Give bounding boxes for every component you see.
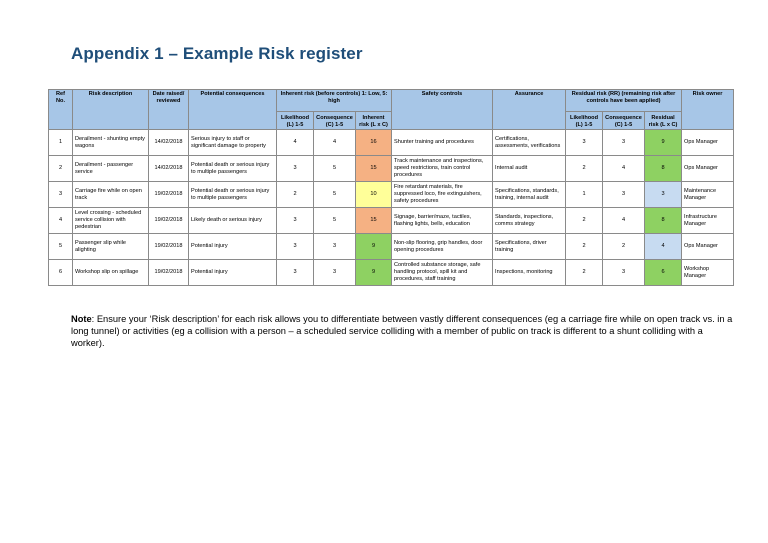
cell-risk-owner: Ops Manager <box>682 130 734 156</box>
cell-likelihood: 3 <box>277 260 314 286</box>
cell-residual-consequence: 4 <box>603 208 645 234</box>
cell-residual-likelihood: 2 <box>566 156 603 182</box>
cell-risk-description: Passenger slip while alighting <box>73 234 149 260</box>
cell-likelihood: 4 <box>277 130 314 156</box>
cell-likelihood: 3 <box>277 234 314 260</box>
cell-likelihood: 3 <box>277 156 314 182</box>
header-residual-risk: Residual risk (L x C) <box>645 112 682 130</box>
cell-safety-controls: Controlled substance storage, safe handling protocol, spill kit and procedures, staff training <box>392 260 493 286</box>
cell-risk-owner: Ops Manager <box>682 156 734 182</box>
header-ref-no: Ref No. <box>49 90 73 130</box>
cell-assurance: Specifications, standards, training, internal audit <box>493 182 566 208</box>
cell-risk-owner: Infrastructure Manager <box>682 208 734 234</box>
cell-consequences: Potential injury <box>189 260 277 286</box>
cell-risk-description: Derailment - shunting empty wagons <box>73 130 149 156</box>
cell-risk-owner: Maintenance Manager <box>682 182 734 208</box>
header-consequence: Consequence (C) 1-5 <box>314 112 356 130</box>
cell-ref: 1 <box>49 130 73 156</box>
header-inherent-risk: Inherent risk (L x C) <box>356 112 392 130</box>
cell-residual-risk: 3 <box>645 182 682 208</box>
header-potential-consequences: Potential consequences <box>189 90 277 130</box>
cell-risk-description: Level crossing - scheduled service collision with pedestrian <box>73 208 149 234</box>
cell-residual-risk: 8 <box>645 208 682 234</box>
header-date-raised: Date raised/ reviewed <box>149 90 189 130</box>
cell-consequence: 4 <box>314 130 356 156</box>
cell-assurance: Inspections, monitoring <box>493 260 566 286</box>
cell-date: 14/02/2018 <box>149 156 189 182</box>
cell-residual-consequence: 3 <box>603 130 645 156</box>
cell-assurance: Certifications, assessments, verifications <box>493 130 566 156</box>
cell-date: 19/02/2018 <box>149 260 189 286</box>
cell-assurance: Internal audit <box>493 156 566 182</box>
table-row <box>49 208 734 234</box>
cell-consequences: Serious injury to staff or significant damage to property <box>189 130 277 156</box>
cell-inherent-risk: 9 <box>356 234 392 260</box>
note-label: Note <box>71 314 92 324</box>
cell-date: 19/02/2018 <box>149 208 189 234</box>
table-row <box>49 182 734 208</box>
cell-residual-likelihood: 1 <box>566 182 603 208</box>
cell-ref: 4 <box>49 208 73 234</box>
header-risk-description: Risk description <box>73 90 149 130</box>
cell-safety-controls: Fire retardant materials, fire suppressed loco, fire extinguishers, safety procedures <box>392 182 493 208</box>
cell-residual-consequence: 3 <box>603 182 645 208</box>
cell-inherent-risk: 15 <box>356 156 392 182</box>
cell-date: 19/02/2018 <box>149 234 189 260</box>
cell-date: 19/02/2018 <box>149 182 189 208</box>
header-residual-risk-group: Residual risk (RR) (remaining risk after controls have been applied) <box>566 90 682 112</box>
cell-consequence: 3 <box>314 234 356 260</box>
header-safety-controls: Safety controls <box>392 90 493 130</box>
cell-consequence: 3 <box>314 260 356 286</box>
header-risk-owner: Risk owner <box>682 90 734 130</box>
cell-inherent-risk: 15 <box>356 208 392 234</box>
cell-residual-consequence: 4 <box>603 156 645 182</box>
note-text: : Ensure your ‘Risk description’ for each risk allows you to differentiate between vastly different consequences (eg a carriage fire while on open track vs. in a long tunnel) or activities (eg a collision with a person – a scheduled service colliding with a member of public on track is different to a shunt colliding with a worker). <box>71 314 733 349</box>
cell-risk-owner: Ops Manager <box>682 234 734 260</box>
cell-date: 14/02/2018 <box>149 130 189 156</box>
cell-residual-risk: 6 <box>645 260 682 286</box>
cell-safety-controls: Track maintenance and inspections, speed restrictions, train control procedures <box>392 156 493 182</box>
cell-residual-likelihood: 2 <box>566 260 603 286</box>
header-inherent-risk-group: Inherent risk (before controls) 1: Low, 5: high <box>277 90 392 112</box>
cell-residual-risk: 9 <box>645 130 682 156</box>
cell-likelihood: 2 <box>277 182 314 208</box>
cell-residual-likelihood: 2 <box>566 234 603 260</box>
cell-residual-consequence: 2 <box>603 234 645 260</box>
cell-assurance: Standards, inspections, comms strategy <box>493 208 566 234</box>
table-row <box>49 260 734 286</box>
cell-safety-controls: Non-slip flooring, grip handles, door opening procedures <box>392 234 493 260</box>
cell-consequences: Potential death or serious injury to multiple passengers <box>189 156 277 182</box>
cell-consequence: 5 <box>314 208 356 234</box>
cell-consequences: Potential death or serious injury to multiple passengers <box>189 182 277 208</box>
cell-ref: 5 <box>49 234 73 260</box>
cell-inherent-risk: 9 <box>356 260 392 286</box>
cell-ref: 2 <box>49 156 73 182</box>
cell-safety-controls: Shunter training and procedures <box>392 130 493 156</box>
cell-inherent-risk: 10 <box>356 182 392 208</box>
cell-risk-description: Derailment - passenger service <box>73 156 149 182</box>
cell-ref: 6 <box>49 260 73 286</box>
cell-residual-risk: 8 <box>645 156 682 182</box>
cell-risk-owner: Workshop Manager <box>682 260 734 286</box>
table-row <box>49 234 734 260</box>
note-paragraph <box>71 313 733 350</box>
header-residual-consequence: Consequence (C) 1-5 <box>603 112 645 130</box>
cell-residual-likelihood: 3 <box>566 130 603 156</box>
cell-inherent-risk: 16 <box>356 130 392 156</box>
cell-consequences: Likely death or serious injury <box>189 208 277 234</box>
page-title: Appendix 1 – Example Risk register <box>71 44 363 63</box>
cell-assurance: Specifications, driver training <box>493 234 566 260</box>
cell-consequence: 5 <box>314 182 356 208</box>
cell-risk-description: Workshop slip on spillage <box>73 260 149 286</box>
cell-residual-likelihood: 2 <box>566 208 603 234</box>
cell-likelihood: 3 <box>277 208 314 234</box>
cell-safety-controls: Signage, barrier/maze, tactiles, flashing lights, bells, education <box>392 208 493 234</box>
table-row <box>49 130 734 156</box>
header-residual-likelihood: Likelihood (L) 1-5 <box>566 112 603 130</box>
risk-register-table <box>48 89 734 286</box>
cell-consequence: 5 <box>314 156 356 182</box>
cell-ref: 3 <box>49 182 73 208</box>
cell-consequences: Potential injury <box>189 234 277 260</box>
header-likelihood: Likelihood (L) 1-5 <box>277 112 314 130</box>
header-assurance: Assurance <box>493 90 566 130</box>
cell-residual-risk: 4 <box>645 234 682 260</box>
cell-risk-description: Carriage fire while on open track <box>73 182 149 208</box>
table-row <box>49 156 734 182</box>
cell-residual-consequence: 3 <box>603 260 645 286</box>
